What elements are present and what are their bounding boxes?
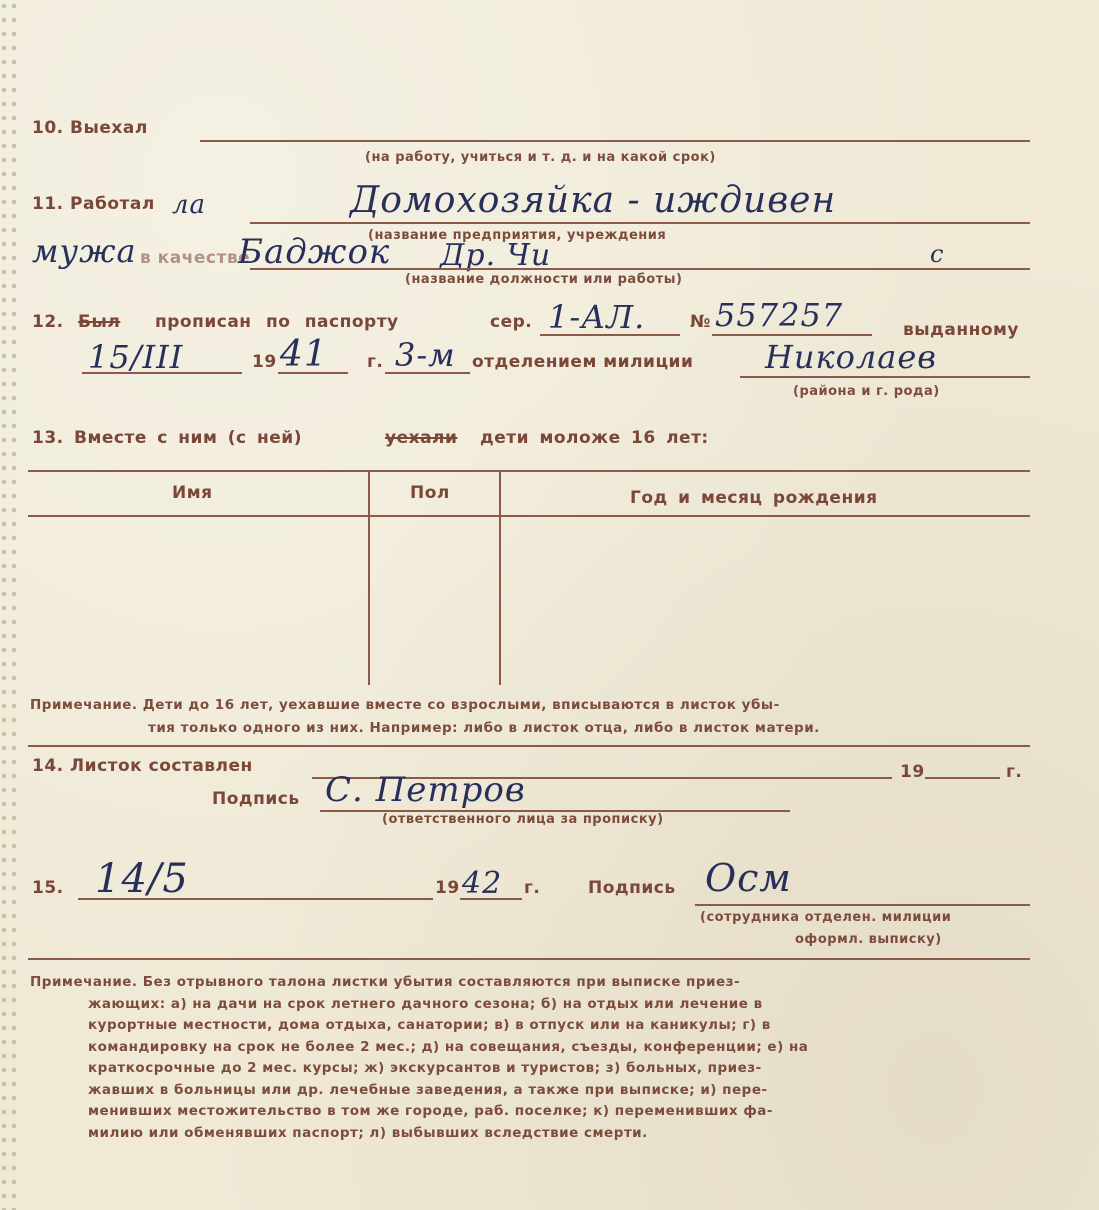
children-table-header-border xyxy=(28,515,1030,517)
field-11-handwritten-2c: Др. Чи xyxy=(440,238,552,273)
note-2-line: менивших местожительство в том же городе, раб. поселке; к) переменивших фа- xyxy=(88,1103,773,1119)
field-14-year-prefix: 19 xyxy=(900,762,925,782)
field-12-dept-label: отделением милиции xyxy=(472,352,694,372)
field-11-label: 11. Работал xyxy=(32,194,155,214)
field-12-number: 12. xyxy=(32,312,64,332)
field-10-hint: (на работу, учиться и т. д. и на какой срок) xyxy=(365,150,716,165)
field-12-year-value: 41 xyxy=(280,334,328,375)
field-12-year-line xyxy=(278,372,348,374)
field-14-signature-label: Подпись xyxy=(212,789,300,809)
field-14-year-suffix: г. xyxy=(1006,762,1023,782)
children-table-top-border xyxy=(28,470,1030,472)
children-table-header-birth: Год и месяц рождения xyxy=(630,488,878,508)
field-15-year-value: 42 xyxy=(462,866,503,901)
field-15-year-line xyxy=(460,898,522,900)
note-2-line: жающих: а) на дачи на срок летнего дачного сезона; б) на отдых или лечение в xyxy=(88,995,763,1012)
note-2-line: жавших в больницы или др. лечебные заведения, а также при выписке; и) пере- xyxy=(88,1081,768,1098)
field-14-label: 14. Листок составлен xyxy=(32,756,253,776)
field-15-signature: Осм xyxy=(705,856,792,900)
field-14-hint: (ответственного лица за прописку) xyxy=(382,812,664,827)
field-12-dept-value: 3-м xyxy=(395,336,456,374)
children-table-divider-1 xyxy=(368,470,370,685)
field-12-date-value: 15/III xyxy=(88,338,184,376)
field-12-number-value: 557257 xyxy=(715,296,844,334)
field-11-overwrite: ла xyxy=(172,190,207,220)
field-12-series-value: 1-АЛ. xyxy=(548,298,646,336)
field-12-city-value: Николаев xyxy=(765,338,937,376)
field-12-city-line xyxy=(740,376,1030,378)
field-14-year-line xyxy=(925,777,1000,779)
perforated-edge xyxy=(0,0,16,1210)
field-14-signature: С. Петров xyxy=(325,770,526,810)
field-12-label: прописан по паспорту xyxy=(155,312,399,332)
field-15-bottom-border xyxy=(28,958,1030,960)
field-11-line-2 xyxy=(250,268,1030,270)
field-13-label-a: 13. Вместе с ним (с ней) xyxy=(32,428,302,448)
field-12-year-suffix: г. xyxy=(367,352,384,372)
children-table-divider-2 xyxy=(499,470,501,685)
note-2 xyxy=(30,972,809,1144)
field-15-date-line xyxy=(78,898,433,900)
field-12-series-label: сер. xyxy=(490,312,533,332)
field-11-handwritten-2b: Баджок xyxy=(238,232,391,272)
note-2-line: курортные местности, дома отдыха, санатории; в) в отпуск или на каникулы; г) в xyxy=(88,1017,771,1033)
field-13-struck-word: уехали xyxy=(385,428,458,448)
field-12-series-line xyxy=(540,334,680,336)
note-2-line: краткосрочные до 2 мес. курсы; ж) экскурсантов и туристов; з) больных, приез- xyxy=(88,1060,762,1076)
note-1-line-1: Примечание. Дети до 16 лет, уехавшие вместе со взрослыми, вписываются в листок убы- xyxy=(30,697,780,713)
note-2-line: Примечание. Без отрывного талона листки убытия составляются при выписке приез- xyxy=(30,974,741,990)
children-table-header-sex: Пол xyxy=(410,483,450,503)
field-12-hint: (района и г. рода) xyxy=(793,384,940,399)
field-15-signature-line xyxy=(695,904,1030,906)
field-11-line-1 xyxy=(250,222,1030,224)
note-2-line: милию или обменявших паспорт; л) выбывших вследствие смерти. xyxy=(88,1124,648,1141)
note-1-line-2: тия только одного из них. Например: либо в листок отца, либо в листок матери. xyxy=(148,720,820,736)
field-15-hint-2: оформл. выписку) xyxy=(795,932,942,947)
field-11-hint-2: (название должности или работы) xyxy=(405,272,683,287)
field-13-label-b: дети моложе 16 лет: xyxy=(480,428,709,448)
field-10-line xyxy=(200,140,1030,142)
field-11-handwritten-mark: с xyxy=(930,240,945,268)
field-10-label: 10. Выехал xyxy=(32,118,148,138)
field-11-handwritten-2a: мужа xyxy=(32,232,137,270)
field-11-hint-1: (название предприятия, учреждения xyxy=(368,228,667,243)
field-11-printed-kachestve: в качестве xyxy=(140,248,251,268)
field-15-year-suffix: г. xyxy=(524,878,541,898)
field-15-signature-label: Подпись xyxy=(588,878,676,898)
note-1-bottom-border xyxy=(28,745,1030,747)
field-12-number-label: № xyxy=(690,312,711,332)
field-15-date-value: 14/5 xyxy=(95,856,189,902)
field-15-number: 15. xyxy=(32,878,64,898)
children-table-header-name: Имя xyxy=(172,483,213,503)
field-12-issued: выданному xyxy=(903,320,1019,340)
field-15-hint-1: (сотрудника отделен. милиции xyxy=(700,910,952,925)
field-12-year-prefix: 19 xyxy=(252,352,277,372)
field-12-date-line xyxy=(82,372,242,374)
field-11-handwritten: Домохозяйка - иждивен xyxy=(350,180,837,221)
field-12-dept-line xyxy=(385,372,470,374)
note-2-line: командировку на срок не более 2 мес.; д) на совещания, съезды, конференции; е) на xyxy=(88,1038,809,1055)
field-12-struck-word: Был xyxy=(78,312,121,332)
field-15-year-prefix: 19 xyxy=(435,878,460,898)
field-12-number-line xyxy=(712,334,872,336)
